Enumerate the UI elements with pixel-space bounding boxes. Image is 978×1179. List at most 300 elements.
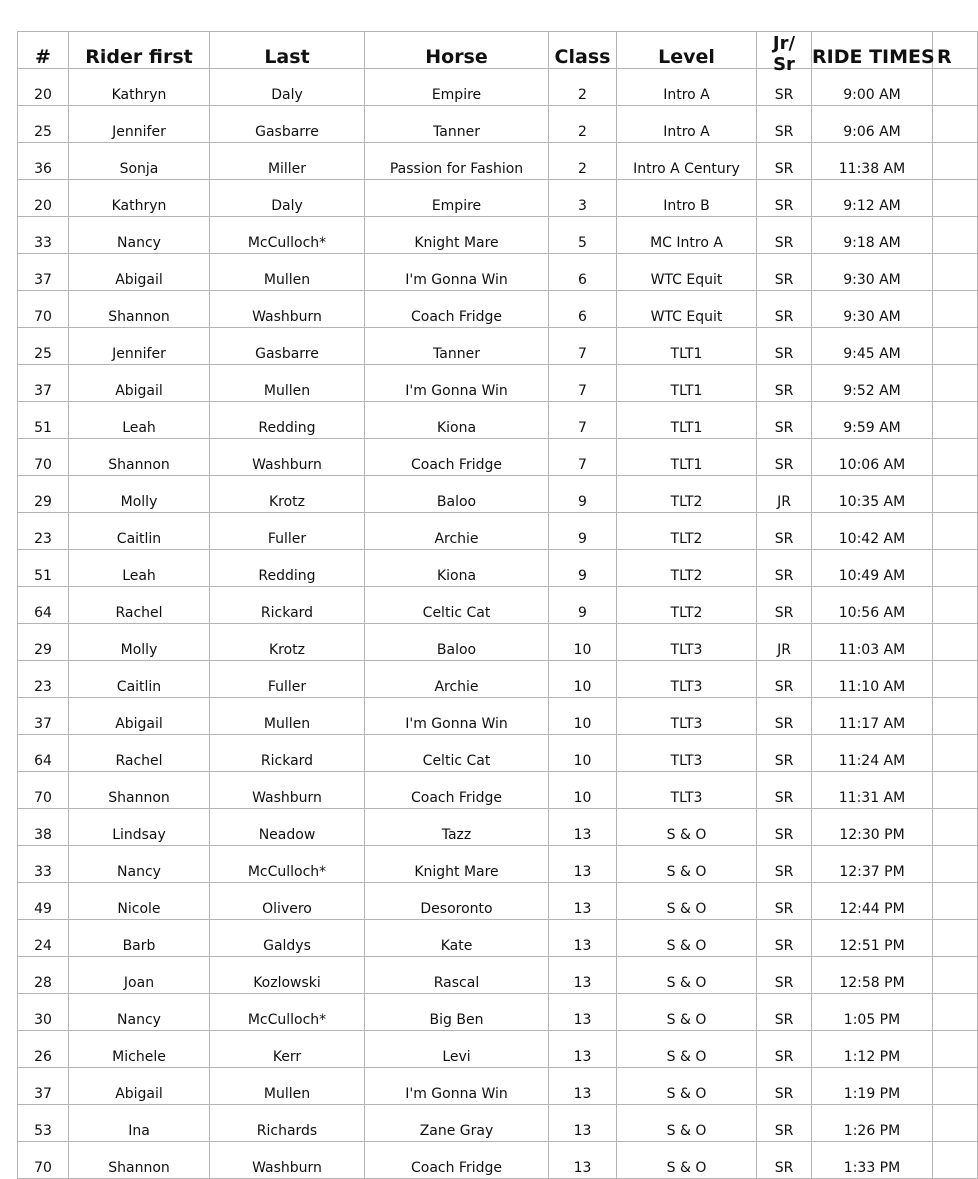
rider-first-cell[interactable]: Abigail (69, 1068, 210, 1105)
table-row (18, 846, 978, 883)
level-cell[interactable]: S & O (617, 1031, 757, 1068)
jr-sr-cell[interactable]: SR (757, 1105, 812, 1142)
number-cell[interactable]: 49 (18, 883, 69, 920)
ride-time-cell[interactable]: 11:38 AM (812, 143, 933, 180)
class-cell[interactable]: 9 (549, 550, 617, 587)
number-cell[interactable]: 29 (18, 624, 69, 661)
table-row (18, 920, 978, 957)
rider-first-cell[interactable]: Leah (69, 402, 210, 439)
rider-first-cell[interactable]: Abigail (69, 254, 210, 291)
horse-cell[interactable]: Archie (365, 513, 549, 550)
level-cell[interactable]: TLT3 (617, 661, 757, 698)
partial-column-cell[interactable] (933, 476, 978, 513)
level-cell[interactable]: WTC Equit (617, 254, 757, 291)
last-cell[interactable]: Richards (210, 1105, 365, 1142)
table-row (18, 217, 978, 254)
ride-time-cell[interactable]: 10:49 AM (812, 550, 933, 587)
class-cell[interactable]: 13 (549, 883, 617, 920)
level-cell[interactable]: S & O (617, 1105, 757, 1142)
partial-column-cell[interactable] (933, 1142, 978, 1179)
ride-time-cell[interactable]: 9:30 AM (812, 291, 933, 328)
class-cell[interactable]: 10 (549, 661, 617, 698)
level-cell[interactable]: TLT1 (617, 365, 757, 402)
partial-column-cell[interactable] (933, 1105, 978, 1142)
horse-cell[interactable]: Coach Fridge (365, 291, 549, 328)
ride-time-cell[interactable]: 1:19 PM (812, 1068, 933, 1105)
ride-time-cell[interactable]: 9:59 AM (812, 402, 933, 439)
horse-cell[interactable]: Baloo (365, 624, 549, 661)
number-cell[interactable]: 30 (18, 994, 69, 1031)
level-cell[interactable]: TLT1 (617, 439, 757, 476)
jr-sr-cell[interactable]: SR (757, 1031, 812, 1068)
level-cell[interactable]: TLT3 (617, 624, 757, 661)
horse-cell[interactable]: Kiona (365, 550, 549, 587)
jr-sr-cell[interactable]: SR (757, 735, 812, 772)
jr-sr-cell[interactable]: SR (757, 180, 812, 217)
level-cell[interactable]: Intro A Century (617, 143, 757, 180)
rider-first-cell[interactable]: Sonja (69, 143, 210, 180)
ride-times-sheet (17, 31, 952, 1179)
class-cell[interactable]: 13 (549, 846, 617, 883)
level-cell[interactable]: TLT2 (617, 476, 757, 513)
last-cell[interactable]: Mullen (210, 365, 365, 402)
header-row (18, 32, 978, 69)
ride-time-cell[interactable]: 10:56 AM (812, 587, 933, 624)
horse-cell[interactable]: Rascal (365, 957, 549, 994)
ride-time-cell[interactable]: 9:00 AM (812, 69, 933, 106)
ride-time-cell[interactable]: 11:03 AM (812, 624, 933, 661)
jr-sr-cell[interactable]: SR (757, 402, 812, 439)
class-cell[interactable]: 3 (549, 180, 617, 217)
jr-sr-cell[interactable]: SR (757, 217, 812, 254)
table-row (18, 1068, 978, 1105)
number-cell[interactable]: 64 (18, 735, 69, 772)
horse-cell[interactable]: Knight Mare (365, 846, 549, 883)
jr-sr-cell[interactable]: SR (757, 920, 812, 957)
jr-sr-cell[interactable]: SR (757, 1068, 812, 1105)
horse-cell[interactable]: I'm Gonna Win (365, 365, 549, 402)
horse-cell[interactable]: Celtic Cat (365, 587, 549, 624)
level-cell[interactable]: TLT2 (617, 513, 757, 550)
last-cell[interactable]: Krotz (210, 476, 365, 513)
class-cell[interactable]: 7 (549, 365, 617, 402)
last-cell[interactable]: Gasbarre (210, 328, 365, 365)
jr-sr-cell[interactable]: SR (757, 772, 812, 809)
class-cell[interactable]: 7 (549, 328, 617, 365)
jr-sr-cell[interactable]: SR (757, 550, 812, 587)
ride-time-cell[interactable]: 10:06 AM (812, 439, 933, 476)
partial-column-cell[interactable] (933, 439, 978, 476)
number-cell[interactable]: 33 (18, 217, 69, 254)
level-cell[interactable]: TLT3 (617, 698, 757, 735)
level-cell[interactable]: Intro A (617, 69, 757, 106)
table-row (18, 402, 978, 439)
class-cell[interactable]: 13 (549, 1142, 617, 1179)
class-cell[interactable]: 10 (549, 624, 617, 661)
number-cell[interactable]: 20 (18, 69, 69, 106)
table-row (18, 69, 978, 106)
class-cell[interactable]: 13 (549, 920, 617, 957)
ride-time-cell[interactable]: 10:42 AM (812, 513, 933, 550)
horse-cell[interactable]: Archie (365, 661, 549, 698)
horse-cell[interactable]: Empire (365, 69, 549, 106)
number-cell[interactable]: 25 (18, 328, 69, 365)
level-cell[interactable]: S & O (617, 1142, 757, 1179)
last-cell[interactable]: Daly (210, 69, 365, 106)
rider-first-cell[interactable]: Rachel (69, 735, 210, 772)
rider-first-cell[interactable]: Caitlin (69, 661, 210, 698)
ride-time-cell[interactable]: 1:05 PM (812, 994, 933, 1031)
last-cell[interactable]: Gasbarre (210, 106, 365, 143)
header-last[interactable]: Last (210, 32, 365, 69)
ride-time-cell[interactable]: 12:30 PM (812, 809, 933, 846)
partial-column-cell[interactable] (933, 106, 978, 143)
last-cell[interactable]: Kerr (210, 1031, 365, 1068)
level-cell[interactable]: S & O (617, 920, 757, 957)
rider-first-cell[interactable]: Caitlin (69, 513, 210, 550)
jr-sr-cell[interactable]: SR (757, 291, 812, 328)
jr-sr-cell[interactable]: SR (757, 846, 812, 883)
ride-time-cell[interactable]: 11:10 AM (812, 661, 933, 698)
jr-sr-cell[interactable]: SR (757, 254, 812, 291)
ride-time-cell[interactable]: 9:52 AM (812, 365, 933, 402)
last-cell[interactable]: Washburn (210, 439, 365, 476)
last-cell[interactable]: Daly (210, 180, 365, 217)
jr-sr-cell[interactable]: SR (757, 328, 812, 365)
horse-cell[interactable]: Desoronto (365, 883, 549, 920)
class-cell[interactable]: 5 (549, 217, 617, 254)
class-cell[interactable]: 2 (549, 69, 617, 106)
number-cell[interactable]: 37 (18, 1068, 69, 1105)
last-cell[interactable]: Redding (210, 402, 365, 439)
jr-sr-cell[interactable]: SR (757, 661, 812, 698)
class-cell[interactable]: 10 (549, 735, 617, 772)
class-cell[interactable]: 10 (549, 698, 617, 735)
level-cell[interactable]: S & O (617, 883, 757, 920)
table-row (18, 328, 978, 365)
number-cell[interactable]: 70 (18, 1142, 69, 1179)
table-row (18, 587, 978, 624)
jr-sr-cell[interactable]: SR (757, 106, 812, 143)
jr-sr-cell[interactable]: SR (757, 809, 812, 846)
class-cell[interactable]: 7 (549, 402, 617, 439)
level-cell[interactable]: TLT3 (617, 735, 757, 772)
level-cell[interactable]: S & O (617, 1068, 757, 1105)
number-cell[interactable]: 25 (18, 106, 69, 143)
header-rider-first[interactable]: Rider first (69, 32, 210, 69)
class-cell[interactable]: 13 (549, 994, 617, 1031)
rider-first-cell[interactable]: Rachel (69, 587, 210, 624)
partial-column-cell[interactable] (933, 291, 978, 328)
last-cell[interactable]: Miller (210, 143, 365, 180)
last-cell[interactable]: Washburn (210, 291, 365, 328)
number-cell[interactable]: 70 (18, 772, 69, 809)
table-row (18, 772, 978, 809)
partial-column-cell[interactable] (933, 365, 978, 402)
rider-first-cell[interactable]: Michele (69, 1031, 210, 1068)
level-cell[interactable]: TLT1 (617, 328, 757, 365)
rider-first-cell[interactable]: Molly (69, 624, 210, 661)
horse-cell[interactable]: Empire (365, 180, 549, 217)
last-cell[interactable]: Krotz (210, 624, 365, 661)
number-cell[interactable]: 64 (18, 587, 69, 624)
ride-time-cell[interactable]: 10:35 AM (812, 476, 933, 513)
ride-time-cell[interactable]: 12:44 PM (812, 883, 933, 920)
class-cell[interactable]: 6 (549, 291, 617, 328)
horse-cell[interactable]: Baloo (365, 476, 549, 513)
horse-cell[interactable]: Zane Gray (365, 1105, 549, 1142)
table-row (18, 513, 978, 550)
number-cell[interactable]: 36 (18, 143, 69, 180)
rider-first-cell[interactable]: Joan (69, 957, 210, 994)
jr-sr-cell[interactable]: SR (757, 69, 812, 106)
last-cell[interactable]: Rickard (210, 587, 365, 624)
partial-column-cell[interactable] (933, 587, 978, 624)
last-cell[interactable]: Redding (210, 550, 365, 587)
ride-time-cell[interactable]: 12:37 PM (812, 846, 933, 883)
table-row (18, 1031, 978, 1068)
number-cell[interactable]: 70 (18, 291, 69, 328)
horse-cell[interactable]: Tanner (365, 106, 549, 143)
last-cell[interactable]: Mullen (210, 254, 365, 291)
number-cell[interactable]: 37 (18, 698, 69, 735)
level-cell[interactable]: TLT1 (617, 402, 757, 439)
number-cell[interactable]: 23 (18, 661, 69, 698)
partial-column-cell[interactable] (933, 402, 978, 439)
ride-time-cell[interactable]: 11:31 AM (812, 772, 933, 809)
rider-first-cell[interactable]: Leah (69, 550, 210, 587)
jr-sr-cell[interactable]: SR (757, 439, 812, 476)
ride-time-cell[interactable]: 12:51 PM (812, 920, 933, 957)
class-cell[interactable]: 2 (549, 106, 617, 143)
partial-column-cell[interactable] (933, 994, 978, 1031)
partial-column-cell[interactable] (933, 920, 978, 957)
number-cell[interactable]: 37 (18, 365, 69, 402)
jr-sr-cell[interactable]: SR (757, 1142, 812, 1179)
horse-cell[interactable]: Coach Fridge (365, 439, 549, 476)
ride-time-cell[interactable]: 9:30 AM (812, 254, 933, 291)
class-cell[interactable]: 10 (549, 772, 617, 809)
header-class[interactable]: Class (549, 32, 617, 69)
header-ride-times[interactable]: RIDE TIMES (812, 32, 933, 69)
horse-cell[interactable]: Kate (365, 920, 549, 957)
rider-first-cell[interactable]: Jennifer (69, 106, 210, 143)
rider-first-cell[interactable]: Jennifer (69, 328, 210, 365)
number-cell[interactable]: 51 (18, 402, 69, 439)
last-cell[interactable]: McCulloch* (210, 217, 365, 254)
number-cell[interactable]: 33 (18, 846, 69, 883)
level-cell[interactable]: S & O (617, 994, 757, 1031)
last-cell[interactable]: Fuller (210, 661, 365, 698)
horse-cell[interactable]: I'm Gonna Win (365, 254, 549, 291)
rider-first-cell[interactable]: Nancy (69, 846, 210, 883)
jr-sr-cell[interactable]: JR (757, 624, 812, 661)
horse-cell[interactable]: Coach Fridge (365, 1142, 549, 1179)
class-cell[interactable]: 6 (549, 254, 617, 291)
number-cell[interactable]: 26 (18, 1031, 69, 1068)
number-cell[interactable]: 29 (18, 476, 69, 513)
class-cell[interactable]: 7 (549, 439, 617, 476)
table-body (18, 69, 978, 1179)
rider-first-cell[interactable]: Ina (69, 1105, 210, 1142)
partial-column-cell[interactable] (933, 735, 978, 772)
jr-sr-cell[interactable]: JR (757, 476, 812, 513)
partial-column-cell[interactable] (933, 1068, 978, 1105)
partial-column-cell[interactable] (933, 143, 978, 180)
ride-time-cell[interactable]: 9:45 AM (812, 328, 933, 365)
horse-cell[interactable]: Passion for Fashion (365, 143, 549, 180)
class-cell[interactable]: 9 (549, 513, 617, 550)
jr-sr-cell[interactable]: SR (757, 994, 812, 1031)
rider-first-cell[interactable]: Molly (69, 476, 210, 513)
partial-column-cell[interactable] (933, 772, 978, 809)
header-jr-sr[interactable] (757, 32, 812, 75)
jr-sr-cell[interactable]: SR (757, 587, 812, 624)
ride-time-cell[interactable]: 1:26 PM (812, 1105, 933, 1142)
number-cell[interactable]: 24 (18, 920, 69, 957)
jr-sr-cell[interactable]: SR (757, 365, 812, 402)
last-cell[interactable]: Neadow (210, 809, 365, 846)
rider-first-cell[interactable]: Shannon (69, 1142, 210, 1179)
rider-first-cell[interactable]: Kathryn (69, 180, 210, 217)
rider-first-cell[interactable]: Shannon (69, 772, 210, 809)
number-cell[interactable]: 20 (18, 180, 69, 217)
last-cell[interactable]: Kozlowski (210, 957, 365, 994)
table-row (18, 550, 978, 587)
partial-column-cell[interactable] (933, 883, 978, 920)
partial-column-cell[interactable] (933, 254, 978, 291)
last-cell[interactable]: Mullen (210, 698, 365, 735)
class-cell[interactable]: 13 (549, 957, 617, 994)
ride-time-cell[interactable]: 1:12 PM (812, 1031, 933, 1068)
jr-sr-cell[interactable]: SR (757, 143, 812, 180)
rider-first-cell[interactable]: Shannon (69, 439, 210, 476)
last-cell[interactable]: Rickard (210, 735, 365, 772)
class-cell[interactable]: 13 (549, 1105, 617, 1142)
partial-column-cell[interactable] (933, 661, 978, 698)
last-cell[interactable]: Galdys (210, 920, 365, 957)
horse-cell[interactable]: Tanner (365, 328, 549, 365)
partial-column-cell[interactable] (933, 957, 978, 994)
level-cell[interactable]: TLT3 (617, 772, 757, 809)
jr-sr-cell[interactable]: SR (757, 698, 812, 735)
horse-cell[interactable]: Celtic Cat (365, 735, 549, 772)
level-cell[interactable]: Intro B (617, 180, 757, 217)
partial-column-cell[interactable] (933, 328, 978, 365)
horse-cell[interactable]: Coach Fridge (365, 772, 549, 809)
level-cell[interactable]: MC Intro A (617, 217, 757, 254)
ride-time-cell[interactable]: 9:06 AM (812, 106, 933, 143)
rider-first-cell[interactable]: Lindsay (69, 809, 210, 846)
table-row (18, 1105, 978, 1142)
rider-first-cell[interactable]: Shannon (69, 291, 210, 328)
partial-column-cell[interactable] (933, 180, 978, 217)
class-cell[interactable]: 9 (549, 476, 617, 513)
last-cell[interactable]: Mullen (210, 1068, 365, 1105)
ride-time-cell[interactable]: 11:24 AM (812, 735, 933, 772)
horse-cell[interactable]: Big Ben (365, 994, 549, 1031)
partial-column-cell[interactable] (933, 846, 978, 883)
number-cell[interactable]: 28 (18, 957, 69, 994)
header-partial-column[interactable]: R (933, 32, 978, 69)
horse-cell[interactable]: Kiona (365, 402, 549, 439)
number-cell[interactable]: 70 (18, 439, 69, 476)
rider-first-cell[interactable]: Abigail (69, 365, 210, 402)
header-horse[interactable]: Horse (365, 32, 549, 69)
partial-column-cell[interactable] (933, 809, 978, 846)
level-cell[interactable]: TLT2 (617, 587, 757, 624)
number-cell[interactable]: 51 (18, 550, 69, 587)
partial-column-cell[interactable] (933, 217, 978, 254)
class-cell[interactable]: 13 (549, 809, 617, 846)
rider-first-cell[interactable]: Kathryn (69, 69, 210, 106)
rider-first-cell[interactable]: Nancy (69, 217, 210, 254)
level-cell[interactable]: WTC Equit (617, 291, 757, 328)
header-number[interactable]: # (18, 32, 69, 69)
last-cell[interactable]: McCulloch* (210, 994, 365, 1031)
last-cell[interactable]: Washburn (210, 772, 365, 809)
ride-time-cell[interactable]: 1:33 PM (812, 1142, 933, 1179)
horse-cell[interactable]: I'm Gonna Win (365, 698, 549, 735)
class-cell[interactable]: 9 (549, 587, 617, 624)
partial-column-cell[interactable] (933, 698, 978, 735)
class-cell[interactable]: 13 (549, 1031, 617, 1068)
level-cell[interactable]: Intro A (617, 106, 757, 143)
table-row (18, 291, 978, 328)
table-row (18, 661, 978, 698)
class-cell[interactable]: 13 (549, 1068, 617, 1105)
last-cell[interactable]: Washburn (210, 1142, 365, 1179)
header-jr-sr-label: Jr/ Sr (772, 33, 796, 75)
jr-sr-cell[interactable]: SR (757, 883, 812, 920)
jr-sr-cell[interactable]: SR (757, 957, 812, 994)
last-cell[interactable]: McCulloch* (210, 846, 365, 883)
ride-time-cell[interactable]: 9:12 AM (812, 180, 933, 217)
ride-time-cell[interactable]: 9:18 AM (812, 217, 933, 254)
table-row (18, 994, 978, 1031)
partial-column-cell[interactable] (933, 513, 978, 550)
level-cell[interactable]: S & O (617, 846, 757, 883)
ride-time-cell[interactable]: 11:17 AM (812, 698, 933, 735)
rider-first-cell[interactable]: Abigail (69, 698, 210, 735)
number-cell[interactable]: 37 (18, 254, 69, 291)
number-cell[interactable]: 53 (18, 1105, 69, 1142)
last-cell[interactable]: Olivero (210, 883, 365, 920)
last-cell[interactable]: Fuller (210, 513, 365, 550)
partial-column-cell[interactable] (933, 550, 978, 587)
class-cell[interactable]: 2 (549, 143, 617, 180)
partial-column-cell[interactable] (933, 1031, 978, 1068)
level-cell[interactable]: S & O (617, 809, 757, 846)
horse-cell[interactable]: Levi (365, 1031, 549, 1068)
partial-column-cell[interactable] (933, 624, 978, 661)
horse-cell[interactable]: Knight Mare (365, 217, 549, 254)
level-cell[interactable]: S & O (617, 957, 757, 994)
horse-cell[interactable]: I'm Gonna Win (365, 1068, 549, 1105)
jr-sr-cell[interactable]: SR (757, 513, 812, 550)
rider-first-cell[interactable]: Barb (69, 920, 210, 957)
number-cell[interactable]: 38 (18, 809, 69, 846)
horse-cell[interactable]: Tazz (365, 809, 549, 846)
rider-first-cell[interactable]: Nancy (69, 994, 210, 1031)
partial-column-cell[interactable] (933, 69, 978, 106)
number-cell[interactable]: 23 (18, 513, 69, 550)
level-cell[interactable]: TLT2 (617, 550, 757, 587)
ride-time-cell[interactable]: 12:58 PM (812, 957, 933, 994)
rider-first-cell[interactable]: Nicole (69, 883, 210, 920)
header-level[interactable]: Level (617, 32, 757, 69)
table-row (18, 143, 978, 180)
